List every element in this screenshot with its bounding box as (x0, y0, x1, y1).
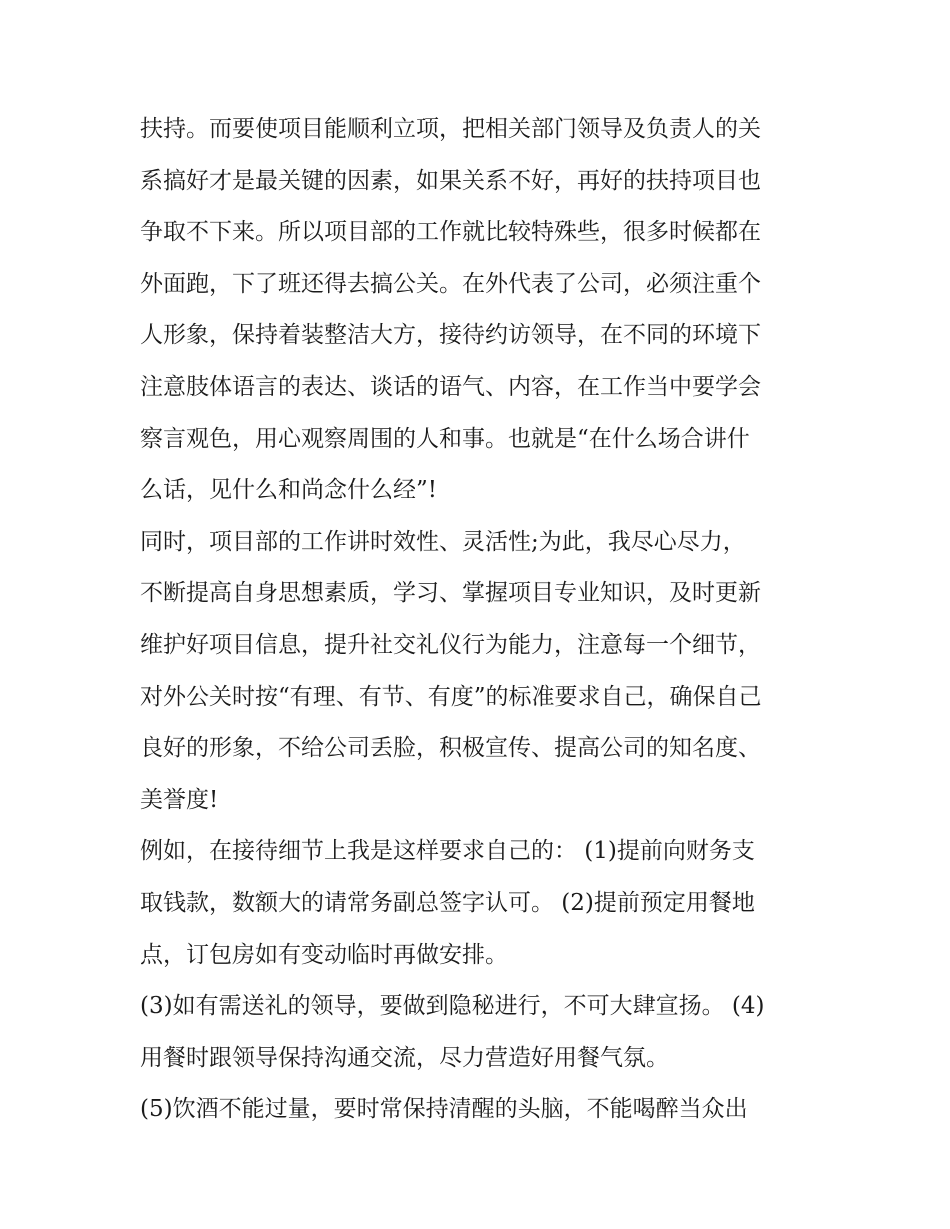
text-line: 例如，在接待细节上我是这样要求自己的： (1)提前向财务支 (140, 838, 755, 865)
text-line: 不断提高自身思想素质，学习、掌握项目专业知识，及时更新 (140, 580, 761, 607)
text-line: 扶持。而要使项目能顺利立项，把相关部门领导及负责人的关 (140, 116, 761, 142)
text-line: 同时，项目部的工作讲时效性、灵活性;为此，我尽心尽力， (140, 528, 746, 555)
text-line: 察言观色，用心观察周围的人和事。也就是“在什么场合讲什 (140, 425, 750, 452)
text-line: 维护好项目信息，提升社交礼仪行为能力，注意每一个细节， (140, 631, 761, 658)
text-line: 争取不下来。所以项目部的工作就比较特殊些，很多时候都在 (140, 219, 761, 246)
text-line: 外面跑，下了班还得去搞公关。在外代表了公司，必须注重个 (140, 270, 761, 297)
text-line: 美誉度! (140, 786, 219, 813)
text-line: (3)如有需送礼的领导，要做到隐秘进行，不可大肆宣扬。 (4) (140, 993, 765, 1020)
text-line: 取钱款，数额大的请常务副总签字认可。 (2)提前预定用餐地 (140, 889, 755, 916)
text-line: 对外公关时按“有理、有节、有度”的标准要求自己，确保自己 (140, 683, 762, 710)
text-line: 注意肢体语言的表达、谈话的语气、内容，在工作当中要学会 (140, 373, 761, 400)
text-line: 用餐时跟领导保持沟通交流，尽力营造好用餐气氛。 (140, 1044, 669, 1071)
text-line: (5)饮酒不能过量，要时常保持清醒的头脑，不能喝醉当众出 (140, 1096, 748, 1123)
text-line: 么话，见什么和尚念什么经”! (140, 477, 438, 504)
text-line: 良好的形象，不给公司丢脸，积极宣传、提高公司的知名度、 (140, 735, 761, 762)
text-line: 人形象，保持着装整洁大方，接待约访领导，在不同的环境下 (140, 322, 761, 349)
text-line: 点，订包房如有变动临时再做安排。 (140, 941, 508, 968)
document-body (140, 104, 830, 1136)
text-line: 系搞好才是最关键的因素，如果关系不好，再好的扶持项目也 (140, 167, 761, 194)
